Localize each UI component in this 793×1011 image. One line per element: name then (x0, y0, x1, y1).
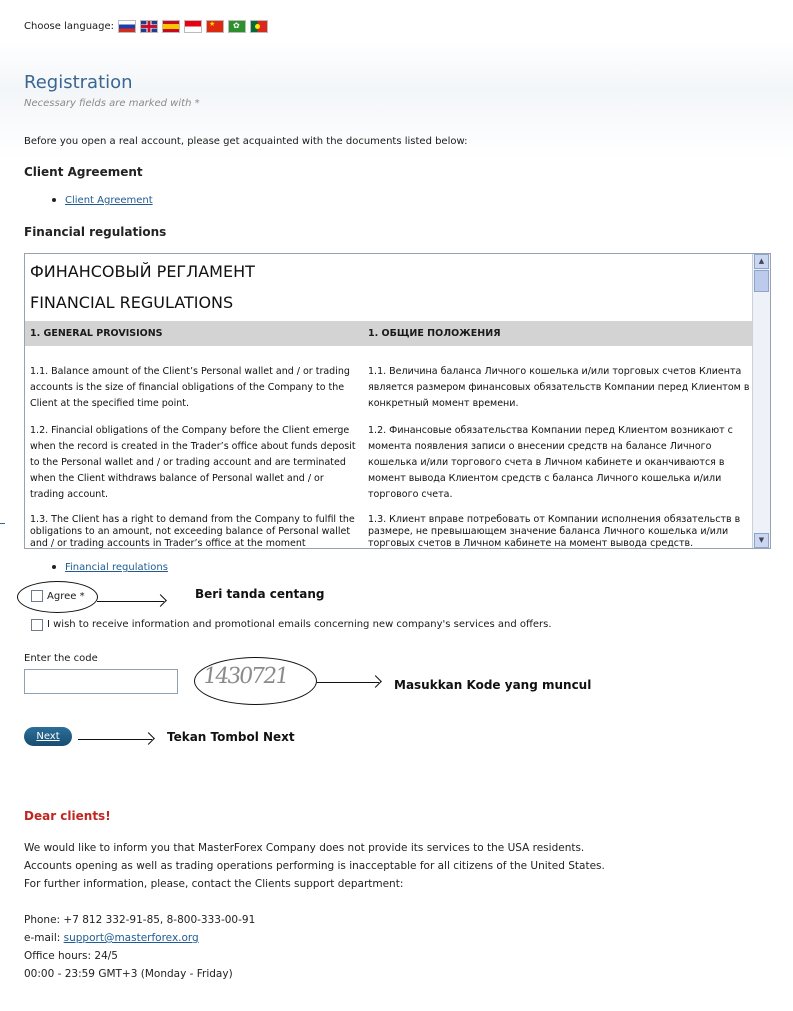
document-scrollbar[interactable] (752, 254, 770, 548)
captcha-image: 1430721 (201, 664, 289, 689)
edge-marker (0, 523, 5, 524)
intro-text: Before you open a real account, please get acquainted with the documents listed below: (24, 136, 468, 147)
promo-emails-checkbox[interactable] (31, 619, 43, 631)
agree-label: Agree * (47, 591, 85, 602)
contact-email (24, 932, 199, 944)
code-input[interactable] (24, 669, 178, 694)
section-title-en: 1. GENERAL PROVISIONS (30, 328, 163, 339)
paragraph-2-ru: 1.2. Финансовые обязательства Компании перед Клиентом возникают с момента появления записи о внесении средств на балансе Личного кошелька и/или торгового счета в Личном кабинете и оканчиваются в момент вывода Клиентом средств с баланса Личного кошелька и/или торгового счета. (368, 425, 733, 500)
arrow-icon (317, 682, 379, 683)
portugal-flag-icon[interactable] (250, 20, 268, 33)
paragraph-3-en: 1.3. The Client has a right to demand from the Company to fulfil the obligations to an amount, not exceeding balance of Personal wallet and / or trading accounts in Trader’s office at the moment (30, 514, 355, 549)
document-content (25, 254, 754, 549)
notice-heading: Dear clients! (24, 809, 111, 823)
email-label: e-mail: (24, 932, 64, 944)
scroll-thumb[interactable] (754, 270, 769, 292)
annotation-next: Tekan Tombol Next (167, 730, 295, 744)
financial-regulations-link[interactable]: Financial regulations (65, 562, 168, 573)
paragraph-1-en: 1.1. Balance amount of the Client’s Personal wallet and / or trading accounts is the size of financial obligations of the Company to the Client at the specified time point. (30, 366, 350, 409)
china-flag-icon[interactable] (206, 20, 224, 33)
page-subtitle: Necessary fields are marked with * (24, 98, 200, 109)
spain-flag-icon[interactable] (162, 20, 180, 33)
notice-line-2: Accounts opening as well as trading operations performing is inacceptable for all citizens of the United States. (24, 860, 605, 872)
client-agreement-item (52, 195, 153, 206)
annotation-code: Masukkan Kode yang muncul (394, 678, 592, 692)
language-label: Choose language: (24, 21, 115, 32)
regulations-document-frame[interactable] (24, 253, 771, 549)
saudi-flag-icon[interactable] (228, 20, 246, 33)
office-hours: Office hours: 24/5 (24, 950, 118, 962)
contact-phone: Phone: +7 812 332-91-85, 8-800-333-00-91 (24, 914, 256, 926)
arrow-icon (97, 601, 164, 602)
document-title-ru: ФИНАНСОВЫЙ РЕГЛАМЕНТ (30, 262, 255, 281)
paragraph-2-en: 1.2. Financial obligations of the Company before the Client emerge when the record is created in the Trader’s office about funds deposit to the Personal wallet and / or trading account and are terminated when the Client withdraws balance of Personal wallet and / or trading account. (30, 425, 356, 500)
annotation-checkbox: Beri tanda centang (195, 587, 325, 601)
uk-flag-icon[interactable] (140, 20, 158, 33)
bullet-icon (52, 565, 56, 569)
section-title-ru: 1. ОБЩИЕ ПОЛОЖЕНИЯ (368, 328, 501, 339)
email-link[interactable]: support@masterforex.org (63, 932, 199, 944)
scroll-down-arrow-icon[interactable]: ▼ (754, 533, 769, 548)
page-title: Registration (24, 72, 133, 93)
paragraph-1-ru: 1.1. Величина баланса Личного кошелька и/или торговых счетов Клиента является размером финансовых обязательств Компании перед Клиентом в конкретный момент времени. (368, 366, 750, 409)
indonesia-flag-icon[interactable] (184, 20, 202, 33)
paragraph-3-ru: 1.3. Клиент вправе потребовать от Компании исполнения обязательств в размере, не превышающем значение баланса Личного кошелька и/или торговых счетов в Личном кабинете на момент вывода средств. (368, 514, 741, 549)
agree-highlight-circle (17, 581, 98, 613)
code-label: Enter the code (24, 653, 98, 664)
russia-flag-icon[interactable] (118, 20, 136, 33)
captcha-highlight-circle (194, 657, 317, 705)
financial-regulations-heading: Financial regulations (24, 225, 167, 239)
financial-regulations-item (52, 562, 168, 573)
client-agreement-heading: Client Agreement (24, 165, 143, 179)
scroll-up-arrow-icon[interactable]: ▲ (754, 254, 769, 269)
notice-line-1: We would like to inform you that MasterForex Company does not provide its services to the USA residents. (24, 842, 585, 854)
document-title-en: FINANCIAL REGULATIONS (30, 293, 234, 312)
language-selector (24, 20, 272, 33)
section-header-row (25, 321, 754, 346)
notice-line-3: For further information, please, contact the Clients support department: (24, 878, 404, 890)
arrow-icon (78, 739, 152, 740)
client-agreement-link[interactable]: Client Agreement (65, 195, 153, 206)
bullet-icon (52, 198, 56, 202)
office-time: 00:00 - 23:59 GMT+3 (Monday - Friday) (24, 968, 233, 980)
next-button[interactable]: Next (24, 727, 72, 746)
agree-checkbox[interactable] (31, 590, 43, 602)
promo-emails-label: I wish to receive information and promotional emails concerning new company's services and offers. (47, 619, 552, 630)
